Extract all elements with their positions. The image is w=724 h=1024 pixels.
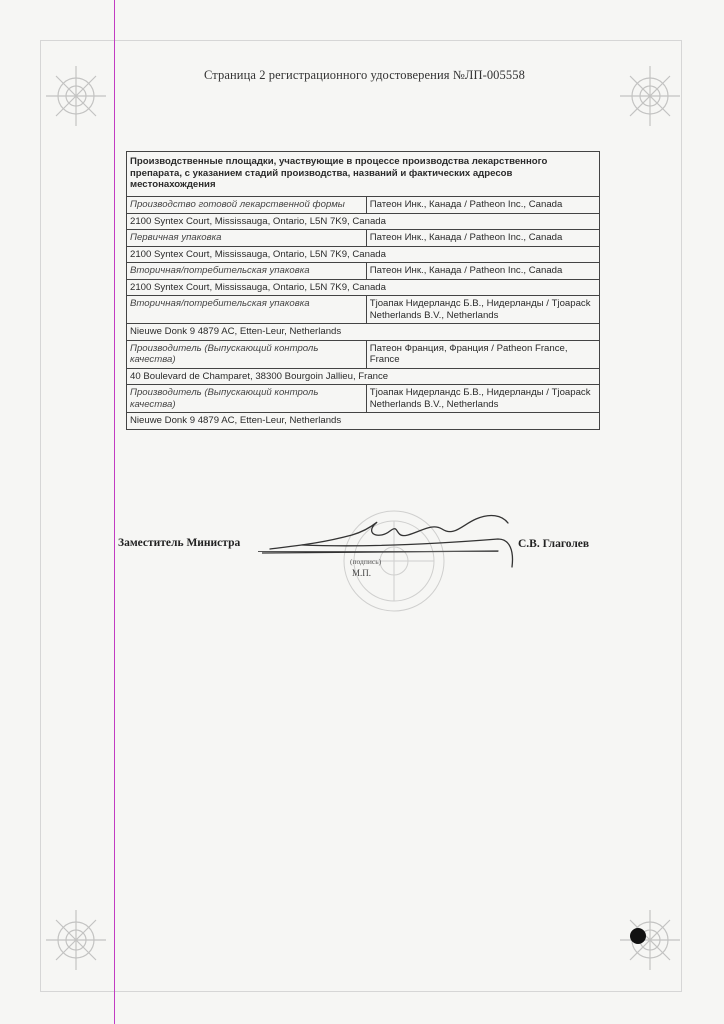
table-row [127, 324, 600, 341]
address-cell: 2100 Syntex Court, Mississauga, Ontario, L5N 7K9, Canada [127, 279, 600, 296]
organization-cell: Тjоапак Нидерландс Б.В., Нидерланды / Tjoapack Netherlands B.V., Netherlands [366, 385, 599, 413]
stage-cell: Производитель (Выпускающий контроль качества) [127, 340, 367, 368]
table-row [127, 413, 600, 430]
signer-name: С.В. Глаголев [518, 538, 590, 550]
margin-line [114, 0, 115, 1024]
stage-cell: Производитель (Выпускающий контроль качества) [127, 385, 367, 413]
corner-ornament-icon [36, 56, 116, 136]
handwritten-signature [262, 505, 532, 575]
organization-cell: Тjоапак Нидерландс Б.В., Нидерланды / Tjoapack Netherlands B.V., Netherlands [366, 296, 599, 324]
table-row [127, 340, 600, 368]
production-sites-table [126, 151, 600, 430]
punch-hole-icon [630, 928, 646, 944]
seal-caption: М.П. [352, 568, 372, 578]
address-cell: 2100 Syntex Court, Mississauga, Ontario, L5N 7K9, Canada [127, 213, 600, 230]
corner-ornament-icon [610, 56, 690, 136]
signatory-position: Заместитель Министра [118, 537, 241, 549]
table-row [127, 197, 600, 214]
address-cell: 2100 Syntex Court, Mississauga, Ontario, L5N 7K9, Canada [127, 246, 600, 263]
table-row [127, 213, 600, 230]
table-header-row [127, 152, 600, 197]
table-row [127, 296, 600, 324]
address-cell: Nieuwe Donk 9 4879 AC, Etten-Leur, Netherlands [127, 413, 600, 430]
organization-cell: Патеон Франция, Франция / Patheon France, France [366, 340, 599, 368]
table-row [127, 263, 600, 280]
table-row [127, 368, 600, 385]
corner-ornament-icon [610, 900, 690, 980]
corner-ornament-icon [36, 900, 116, 980]
stage-cell: Первичная упаковка [127, 230, 367, 247]
table-row [127, 279, 600, 296]
page-header: Страница 2 регистрационного удостоверения №ЛП-005558 [204, 68, 525, 82]
table-row [127, 385, 600, 413]
signature-caption: (подпись) [350, 557, 382, 566]
stage-cell: Производство готовой лекарственной формы [127, 197, 367, 214]
stage-cell: Вторичная/потребительская упаковка [127, 263, 367, 280]
organization-cell: Патеон Инк., Канада / Patheon Inc., Canada [366, 230, 599, 247]
signature-line [258, 551, 498, 552]
organization-cell: Патеон Инк., Канада / Patheon Inc., Canada [366, 197, 599, 214]
organization-cell: Патеон Инк., Канада / Patheon Inc., Canada [366, 263, 599, 280]
address-cell: 40 Boulevard de Champaret, 38300 Bourgoin Jallieu, France [127, 368, 600, 385]
table-header-cell: Производственные площадки, участвующие в процессе производства лекарственного препарата, с указанием стадий производства, названий и фактических адресов местонахождения [127, 152, 600, 197]
table-row [127, 246, 600, 263]
stage-cell: Вторичная/потребительская упаковка [127, 296, 367, 324]
address-cell: Nieuwe Donk 9 4879 AC, Etten-Leur, Netherlands [127, 324, 600, 341]
table-row [127, 230, 600, 247]
